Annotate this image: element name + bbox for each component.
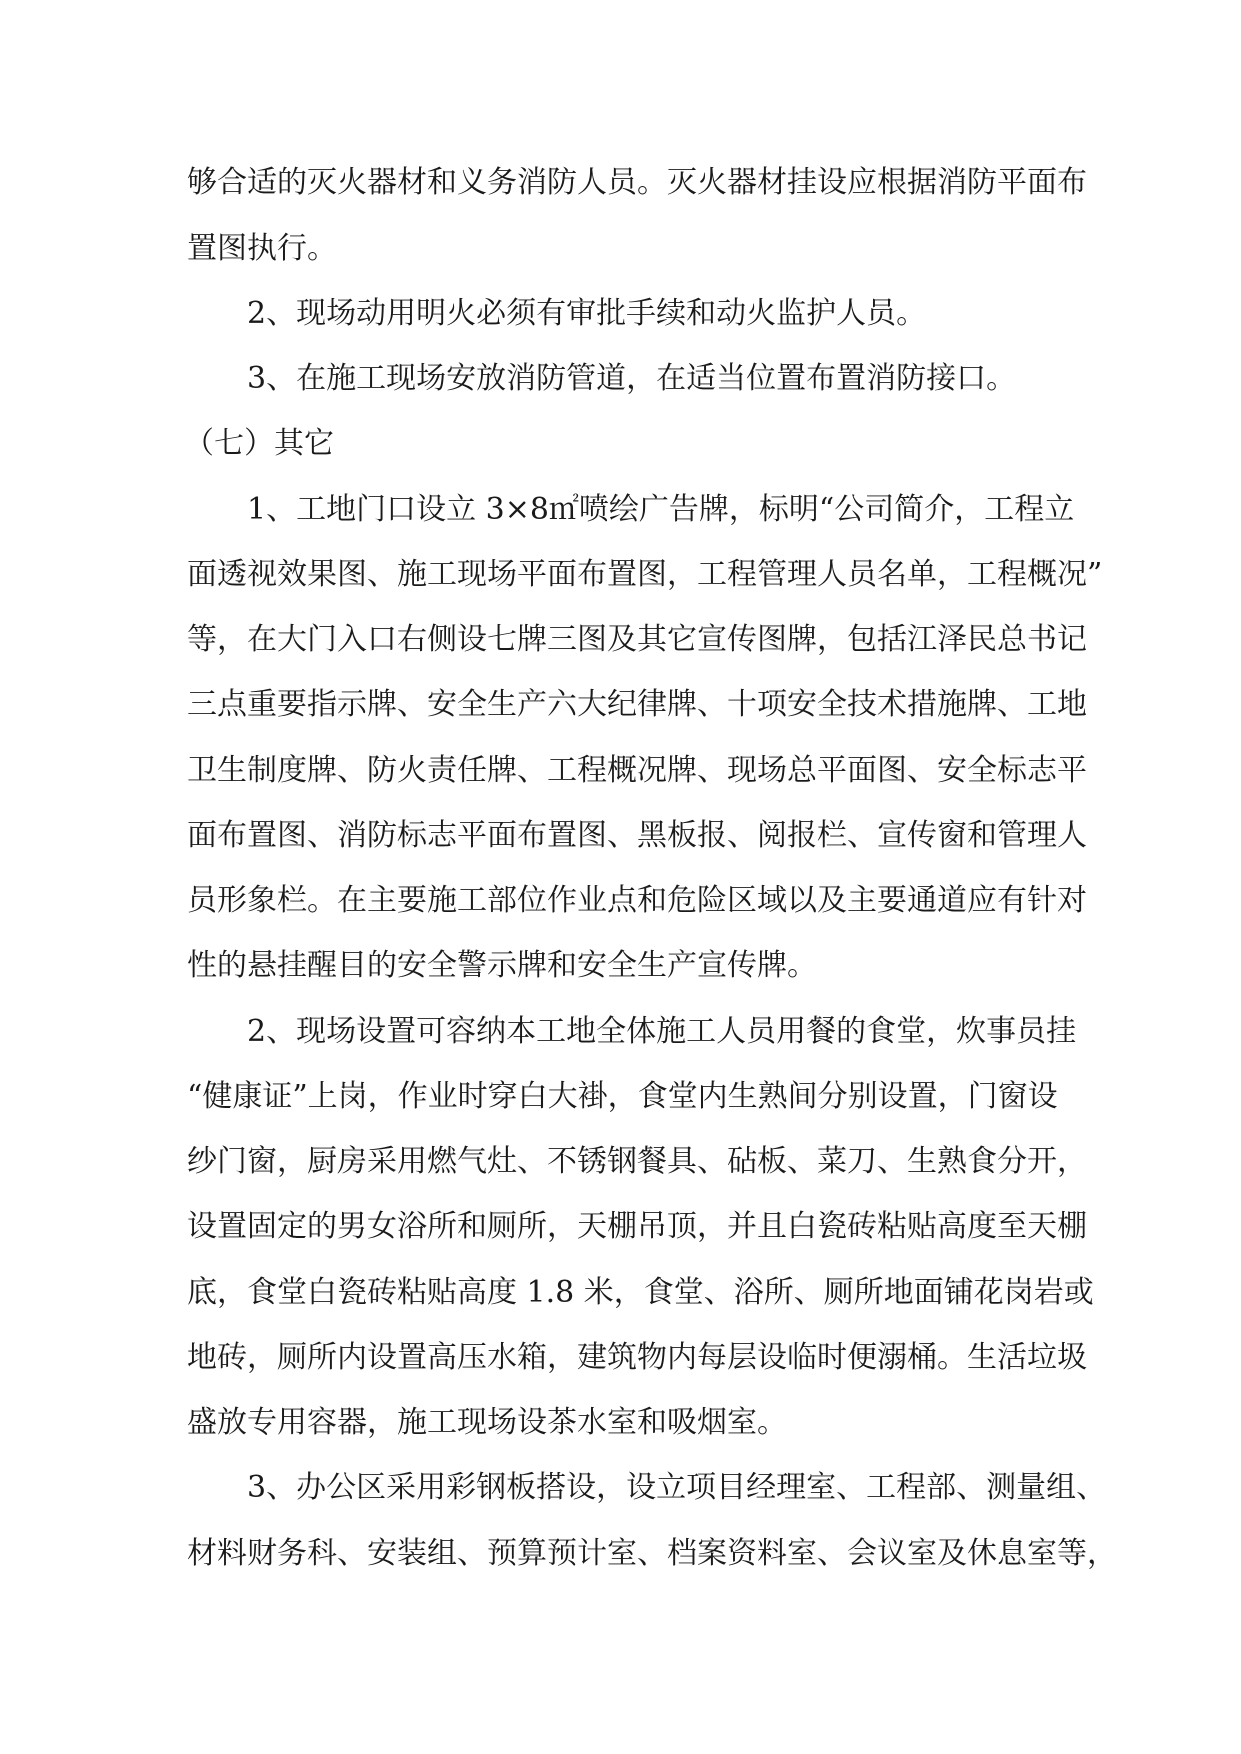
- text-line: 员形象栏。在主要施工部位作业点和危险区域以及主要通道应有针对: [187, 883, 1087, 918]
- text-line: 面透视效果图、施工现场平面布置图，工程管理人员名单，工程概况”: [187, 557, 1103, 592]
- text-line: 盛放专用容器，施工现场设茶水室和吸烟室。: [187, 1405, 787, 1440]
- text-line: 三点重要指示牌、安全生产六大纪律牌、十项安全技术措施牌、工地: [187, 687, 1087, 722]
- list-item-text: 2、现场设置可容纳本工地全体施工人员用餐的食堂，炊事员挂: [247, 1014, 1077, 1049]
- list-item-text: 2、现场动用明火必须有审批手续和动火监护人员。: [247, 296, 927, 331]
- text-line: 置图执行。: [187, 231, 337, 266]
- text-line: 性的悬挂醒目的安全警示牌和安全生产宣传牌。: [187, 948, 817, 983]
- list-item-text: 1、工地门口设立 3×8㎡喷绘广告牌，标明“公司简介，工程立: [247, 492, 1075, 527]
- text-line: 设置固定的男女浴所和厕所，天棚吊顶，并且白瓷砖粘贴高度至天棚: [187, 1209, 1087, 1244]
- text-line: “健康证”上岗，作业时穿白大褂，食堂内生熟间分别设置，门窗设: [187, 1079, 1058, 1114]
- text-line: 材料财务科、安装组、预算预计室、档案资料室、会议室及休息室等，: [187, 1536, 1117, 1571]
- text-line: 纱门窗，厨房采用燃气灶、不锈钢餐具、砧板、菜刀、生熟食分开，: [187, 1144, 1087, 1179]
- text-line: 地砖，厕所内设置高压水箱，建筑物内每层设临时便溺桶。生活垃圾: [187, 1340, 1087, 1375]
- list-item-text: 3、在施工现场安放消防管道，在适当位置布置消防接口。: [247, 361, 1017, 396]
- text-line: 卫生制度牌、防火责任牌、工程概况牌、现场总平面图、安全标志平: [187, 753, 1087, 788]
- text-line: 等，在大门入口右侧设七牌三图及其它宣传图牌，包括江泽民总书记: [187, 622, 1087, 657]
- text-line: 够合适的灭火器材和义务消防人员。灭火器材挂设应根据消防平面布: [187, 165, 1087, 200]
- text-line: 面布置图、消防标志平面布置图、黑板报、阅报栏、宣传窗和管理人: [187, 818, 1087, 853]
- list-item-text: 3、办公区采用彩钢板搭设，设立项目经理室、工程部、测量组、: [247, 1470, 1107, 1505]
- section-heading: （七）其它: [184, 426, 334, 461]
- text-line: 底，食堂白瓷砖粘贴高度 1.8 米，食堂、浴所、厕所地面铺花岗岩或: [187, 1275, 1094, 1310]
